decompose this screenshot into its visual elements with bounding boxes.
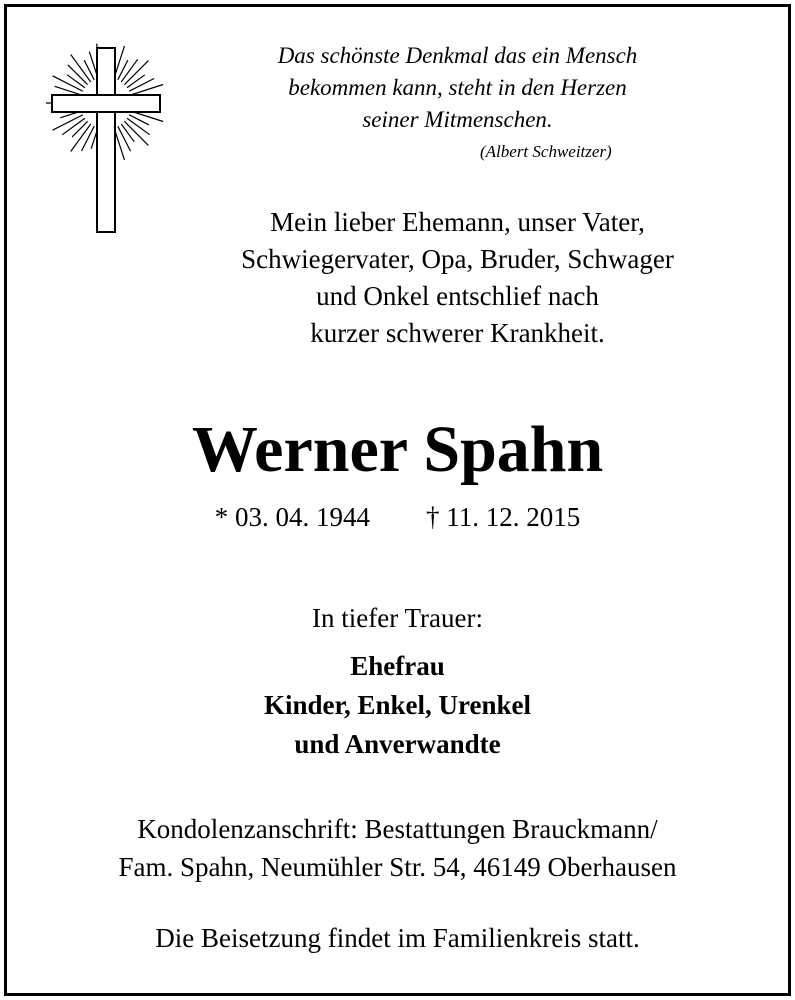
quote-line: bekommen kann, steht in den Herzen <box>288 75 627 100</box>
mourning-heading: In tiefer Trauer: <box>312 603 483 633</box>
mourners-list <box>0 647 795 764</box>
address-line: Fam. Spahn, Neumühler Str. 54, 46149 Oberhausen <box>118 852 677 882</box>
condolence-address <box>0 810 795 886</box>
address-line: Kondolenzanschrift: Bestattungen Brauckmann/ <box>137 814 658 844</box>
quote-author: (Albert Schweitzer) <box>480 142 612 161</box>
quote <box>200 40 715 136</box>
intro-line: und Onkel entschlief nach <box>316 281 599 311</box>
mourner-line: Kinder, Enkel, Urenkel <box>263 690 532 720</box>
mourner-line: und Anverwandte <box>294 729 501 759</box>
life-dates <box>0 500 795 534</box>
quote-line: seiner Mitmenschen. <box>362 107 553 132</box>
intro-line: Schwiegervater, Opa, Bruder, Schwager <box>241 244 674 274</box>
birth-date: * 03. 04. 1944 <box>214 502 370 532</box>
intro-line: Mein lieber Ehemann, unser Vater, <box>270 207 645 237</box>
mourner-line: Ehefrau <box>350 651 445 681</box>
deceased-name: Werner Spahn <box>191 413 604 486</box>
burial-note: Die Beisetzung findet im Familienkreis statt. <box>155 923 640 953</box>
intro-line: kurzer schwerer Krankheit. <box>310 318 605 348</box>
intro-text <box>150 204 765 352</box>
quote-line: Das schönste Denkmal das ein Mensch <box>277 43 638 68</box>
death-date: † 11. 12. 2015 <box>426 502 581 532</box>
